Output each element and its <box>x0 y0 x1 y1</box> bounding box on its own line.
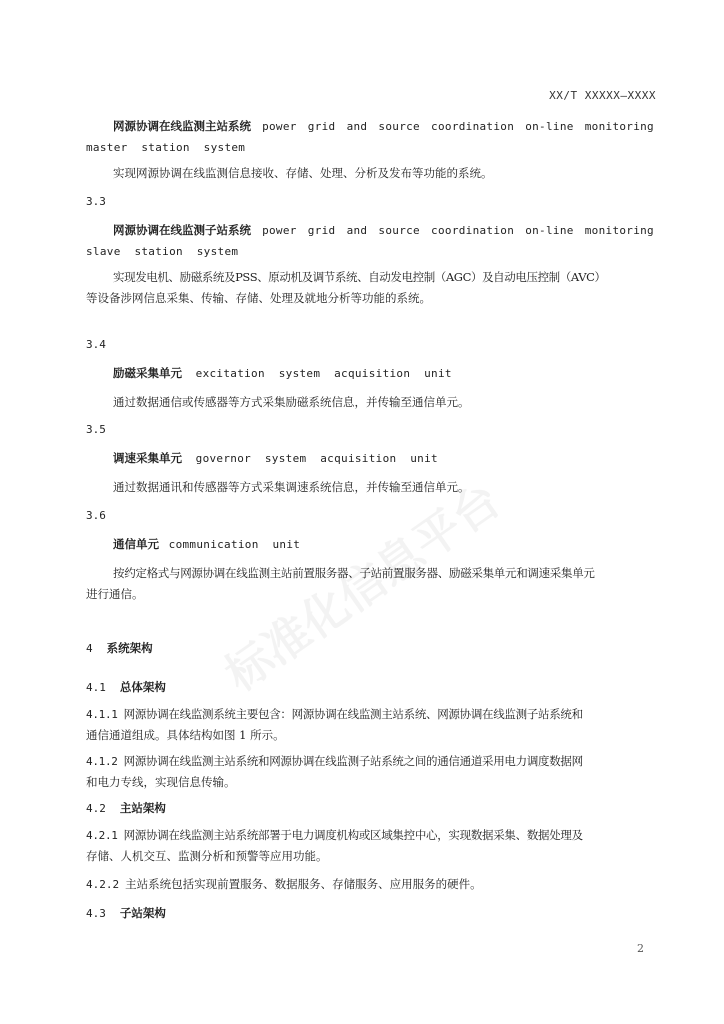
section-number: 4 <box>86 642 93 655</box>
term-definition: 通过数据通讯和传感器等方式采集调速系统信息，并传输至通信单元。 <box>113 480 470 494</box>
term-cn: 网源协调在线监测子站系统 <box>113 223 251 237</box>
term-entry-master <box>86 116 654 184</box>
clause-text: 网源协调在线监测主站系统部署于电力调度机构或区域集控中心，实现数据采集、数据处理及 <box>123 828 583 842</box>
clause-text: 主站系统包括实现前置服务、数据服务、存储服务、应用服务的硬件。 <box>125 877 482 891</box>
clause-text: 网源协调在线监测系统主要包含：网源协调在线监测主站系统、网源协调在线监测子站系统和 <box>123 707 583 721</box>
section-title: 子站架构 <box>119 906 166 920</box>
term-en: governor system acquisition unit <box>195 452 438 465</box>
clause-4-2-2 <box>86 874 654 895</box>
clause-number: 3.4 <box>86 338 106 351</box>
term-en-word: grid <box>307 120 336 133</box>
clause-4-2-1 <box>86 825 654 867</box>
term-en-word: source <box>378 120 420 133</box>
term-en-word: source <box>378 224 420 237</box>
term-en-word: grid <box>307 224 336 237</box>
term-en-word: and <box>346 224 368 237</box>
clause-number: 4.1.1 <box>86 708 118 721</box>
clause-line: 存储、人机交互、监测分析和预警等应用功能。 <box>86 849 328 863</box>
term-en-word: on-line <box>525 224 574 237</box>
term-en-word: coordination <box>431 224 515 237</box>
clause-number: 4.1.2 <box>86 755 118 768</box>
term-heading <box>86 448 654 469</box>
standard-code-header: XX/T XXXXX—XXXX <box>549 89 656 102</box>
term-definition: 实现网源协调在线监测信息接收、存储、处理、分析及发布等功能的系统。 <box>113 166 493 180</box>
section-title: 主站架构 <box>119 801 166 815</box>
clause-number: 3.3 <box>86 195 106 208</box>
term-entry-3-5 <box>86 419 654 498</box>
term-en: excitation system acquisition unit <box>195 367 452 380</box>
clause-number: 4.2.2 <box>86 878 120 891</box>
term-en-continued: slave station system <box>86 245 239 258</box>
term-en: communication unit <box>168 538 301 551</box>
section-heading-4-3 <box>86 903 654 924</box>
term-entry-3-3 <box>86 191 654 309</box>
section-number: 4.2 <box>86 802 106 815</box>
clause-line <box>86 825 654 846</box>
term-definition-line: 按约定格式与网源协调在线监测主站前置服务器、子站前置服务器、励磁采集单元和调速采集单元 <box>113 566 595 580</box>
section-number: 4.1 <box>86 681 106 694</box>
term-cn: 励磁采集单元 <box>113 366 182 380</box>
clause-number: 3.6 <box>86 509 106 522</box>
clause-line <box>86 874 654 895</box>
term-en-continued: master station system <box>86 141 246 154</box>
section-title: 系统架构 <box>106 641 153 655</box>
section-number: 4.3 <box>86 907 106 920</box>
clause-4-1-1 <box>86 704 654 746</box>
term-en-word: monitoring <box>584 224 654 237</box>
term-en-word: and <box>346 120 368 133</box>
clause-text: 网源协调在线监测主站系统和网源协调在线监测子站系统之间的通信通道采用电力调度数据网 <box>123 754 583 768</box>
term-heading <box>86 116 654 137</box>
term-entry-3-4 <box>86 334 654 413</box>
term-definition-line: 实现发电机、励磁系统及PSS、原动机及调节系统、自动发电控制（AGC）及自动电压控制（AVC） <box>113 270 606 284</box>
clause-line: 和电力专线，实现信息传输。 <box>86 775 236 789</box>
term-definition-line: 进行通信。 <box>86 587 144 601</box>
term-heading <box>86 363 654 384</box>
clause-line: 通信通道组成。具体结构如图 1 所示。 <box>86 728 285 742</box>
term-definition-line: 等设备涉网信息采集、传输、存储、处理及就地分析等功能的系统。 <box>86 291 431 305</box>
clause-number: 3.5 <box>86 423 106 436</box>
term-entry-3-6 <box>86 505 654 605</box>
term-heading <box>86 534 654 555</box>
term-en-word: power <box>262 120 297 133</box>
section-title: 总体架构 <box>119 680 166 694</box>
clause-4-1-2 <box>86 751 654 793</box>
clause-number: 4.2.1 <box>86 829 118 842</box>
section-heading-4-2 <box>86 798 654 819</box>
term-en-word: coordination <box>431 120 515 133</box>
section-heading-4 <box>86 638 654 659</box>
term-en-word: on-line <box>525 120 574 133</box>
page-number: 2 <box>637 942 644 955</box>
term-definition: 通过数据通信或传感器等方式采集励磁系统信息，并传输至通信单元。 <box>113 395 470 409</box>
term-heading <box>86 220 654 241</box>
term-en-word: power <box>262 224 297 237</box>
term-cn: 网源协调在线监测主站系统 <box>113 119 251 133</box>
clause-line <box>86 751 654 772</box>
term-cn: 调速采集单元 <box>113 451 182 465</box>
clause-line <box>86 704 654 725</box>
term-cn: 通信单元 <box>113 537 159 551</box>
section-heading-4-1 <box>86 677 654 698</box>
term-en-word: monitoring <box>584 120 654 133</box>
